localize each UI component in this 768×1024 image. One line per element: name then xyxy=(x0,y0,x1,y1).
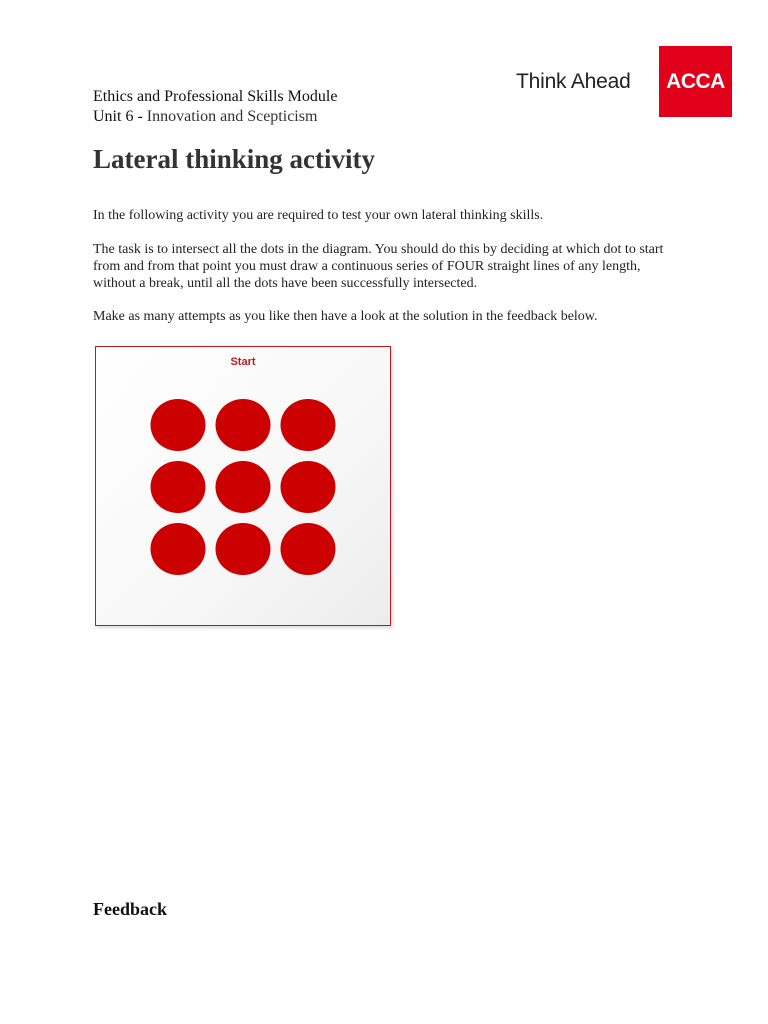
puzzle-start-label: Start xyxy=(230,356,256,368)
brand-tagline: Think Ahead xyxy=(516,70,631,93)
unit-number: Unit 6 - xyxy=(93,108,147,125)
puzzle-dot[interactable] xyxy=(216,399,271,451)
puzzle-dot[interactable] xyxy=(281,461,336,513)
puzzle-dot[interactable] xyxy=(281,399,336,451)
acca-brand xyxy=(516,46,732,117)
unit-title: Innovation and Scepticism xyxy=(146,108,318,125)
feedback-heading: Feedback xyxy=(93,899,167,919)
puzzle-dot[interactable] xyxy=(216,523,271,575)
nine-dot-puzzle[interactable] xyxy=(95,346,391,626)
puzzle-dot[interactable] xyxy=(151,461,206,513)
acca-logo xyxy=(659,46,732,117)
dot-grid xyxy=(96,347,390,625)
puzzle-dot[interactable] xyxy=(151,523,206,575)
acca-logo-text: ACCA xyxy=(666,70,725,93)
puzzle-dot[interactable] xyxy=(216,461,271,513)
page-title: Lateral thinking activity xyxy=(93,144,375,174)
intro-paragraph: In the following activity you are required to test your own lateral thinking skills. xyxy=(93,208,544,223)
attempts-paragraph: Make as many attempts as you like then have a look at the solution in the feedback below. xyxy=(93,309,598,324)
document-header xyxy=(93,87,337,127)
puzzle-dot[interactable] xyxy=(281,523,336,575)
unit-line xyxy=(93,107,337,127)
puzzle-dot[interactable] xyxy=(151,399,206,451)
module-title: Ethics and Professional Skills Module xyxy=(93,88,338,105)
task-paragraph: The task is to intersect all the dots in the diagram. You should do this by deciding at which dot to start from and from that point you must draw a continuous series of FOUR straight lines of any length, without a break, until all the dots have been successfully intersected. xyxy=(93,242,664,291)
